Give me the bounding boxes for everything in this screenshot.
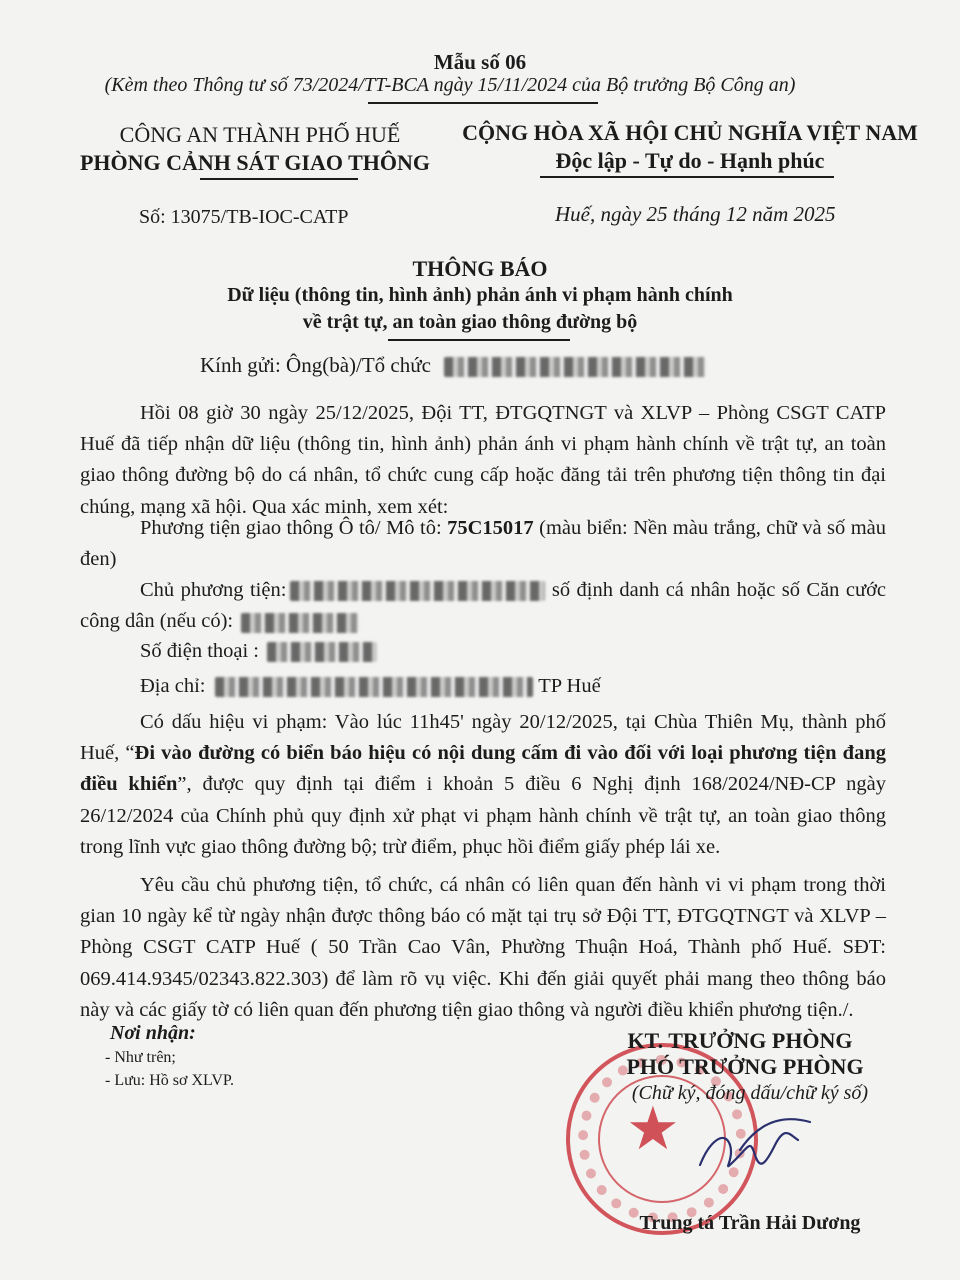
agency-name: PHÒNG CẢNH SÁT GIAO THÔNG xyxy=(79,150,430,175)
handwritten-signature xyxy=(680,1110,820,1190)
phone-text xyxy=(80,636,886,667)
address-city: TP Huế xyxy=(533,675,601,697)
place-date: Huế, ngày 25 tháng 12 năm 2025 xyxy=(555,202,836,226)
signer-name: Trung tá Trần Hải Dương xyxy=(639,1212,861,1234)
recipients-item-2: - Lưu: Hồ sơ XLVP. xyxy=(105,1072,234,1089)
plate-number: 75C15017 xyxy=(447,517,534,539)
redacted-phone xyxy=(267,642,377,662)
request-paragraph xyxy=(80,870,886,1026)
nation-motto: Độc lập - Tự do - Hạnh phúc xyxy=(555,148,825,173)
agency-parent: CÔNG AN THÀNH PHỐ HUẾ xyxy=(119,122,401,147)
form-reference: (Kèm theo Thông tư số 73/2024/TT-BCA ngày 15/11/2024 của Bộ trưởng Bộ Công an) xyxy=(104,74,796,96)
motto-underline xyxy=(540,176,834,178)
phone-label: Số điện thoại : xyxy=(140,640,260,662)
recipient-label: Kính gửi: Ông(bà)/Tổ chức xyxy=(200,353,431,377)
owner-paragraph xyxy=(80,575,886,637)
recipient-line xyxy=(200,353,706,378)
body-paragraph-intro xyxy=(80,398,886,523)
redacted-address xyxy=(215,677,533,697)
recipients-title: Nơi nhận: xyxy=(110,1022,196,1044)
title-underline xyxy=(388,339,570,341)
recipients-item-1: - Như trên; xyxy=(105,1049,176,1066)
phone-paragraph xyxy=(80,636,886,667)
request-text: Yêu cầu chủ phương tiện, tổ chức, cá nhân có liên quan đến hành vi vi phạm trong thời gian 10 ngày kể từ ngày nhận được thông báo có mặt tại trụ sở Đội TT, ĐTGQTNGT và XLVP – Phòng CSGT CATP Huế ( 50 Trần Cao Vân, Phường Thuận Hoá, Thành phố Huế. SĐT: 069.414.9345/02343.822.303) để làm rõ vụ việc. Khi đến giải quyết phải mang theo thông báo này và các giấy tờ có liên quan đến phương tiện giao thông và người điều khiển phương tiện./. xyxy=(80,874,886,1021)
sign-note: (Chữ ký, đóng dấu/chữ ký số) xyxy=(631,1082,869,1104)
sign-title-1: KT. TRƯỞNG PHÒNG xyxy=(627,1028,853,1053)
document-number: Số: 13075/TB-IOC-CATP xyxy=(139,206,349,228)
address-paragraph xyxy=(80,671,886,702)
form-number: Mẫu số 06 xyxy=(433,50,527,74)
nation-title: CỘNG HÒA XÃ HỘI CHỦ NGHĨA VIỆT NAM xyxy=(462,120,918,145)
agency-underline xyxy=(200,178,358,180)
redacted-id xyxy=(241,613,359,633)
document-title: THÔNG BÁO xyxy=(412,256,548,281)
vehicle-paragraph xyxy=(80,513,886,575)
redacted-recipient xyxy=(444,357,706,377)
owner-id-label: số định danh cá nhân hoặc số Căn cước công dân (nếu có): xyxy=(80,579,887,633)
plate-color: (màu biển: Nền màu trắng, chữ và số màu đen) xyxy=(80,517,887,571)
violation-text xyxy=(80,707,886,863)
star-icon: ★ xyxy=(626,1094,680,1164)
violation-legal-basis: ”, được quy định tại điểm i khoản 5 điều 6 Nghị định 168/2024/NĐ-CP ngày 26/12/2024 của Chính phủ quy định xử phạt vi phạm hành chính về trật tự, an toàn giao thông trong lĩnh vực giao thông đường bộ; trừ điểm, phục hồi điểm giấy phép lái xe. xyxy=(80,773,886,858)
title-sub-1: Dữ liệu (thông tin, hình ảnh) phản ánh vi phạm hành chính xyxy=(227,284,733,306)
owner-label: Chủ phương tiện: xyxy=(140,579,287,601)
sign-title-2: PHÓ TRƯỞNG PHÒNG xyxy=(626,1054,864,1079)
violation-paragraph xyxy=(80,707,886,863)
intro-text: Hồi 08 giờ 30 ngày 25/12/2025, Đội TT, ĐTGQTNGT và XLVP – Phòng CSGT CATP Huế đã tiếp nhận dữ liệu (thông tin, hình ảnh) phản ánh vi phạm hành chính về trật tự, an toàn giao thông đường bộ do cá nhân, tổ chức cung cấp hoặc đăng tải trên phương tiện thông tin đại chúng, mạng xã hội. Qua xác minh, xem xét: xyxy=(80,402,886,518)
vehicle-label: Phương tiện giao thông Ô tô/ Mô tô: xyxy=(140,517,448,539)
address-label: Địa chỉ: xyxy=(140,675,206,697)
title-sub-2: về trật tự, an toàn giao thông đường bộ xyxy=(302,311,638,333)
violation-description: Đi vào đường có biển báo hiệu có nội dung cấm đi vào đối với loại phương tiện đang điều khiển xyxy=(80,742,886,796)
address-text xyxy=(80,671,886,702)
vehicle-text xyxy=(80,513,886,575)
violation-intro: Có dấu hiệu vi phạm: Vào lúc 11h45' ngày 20/12/2025, tại Chùa Thiên Mụ, thành phố Huế, “ xyxy=(80,711,886,765)
redacted-owner xyxy=(290,581,545,601)
owner-text xyxy=(80,575,886,637)
divider xyxy=(368,102,598,104)
